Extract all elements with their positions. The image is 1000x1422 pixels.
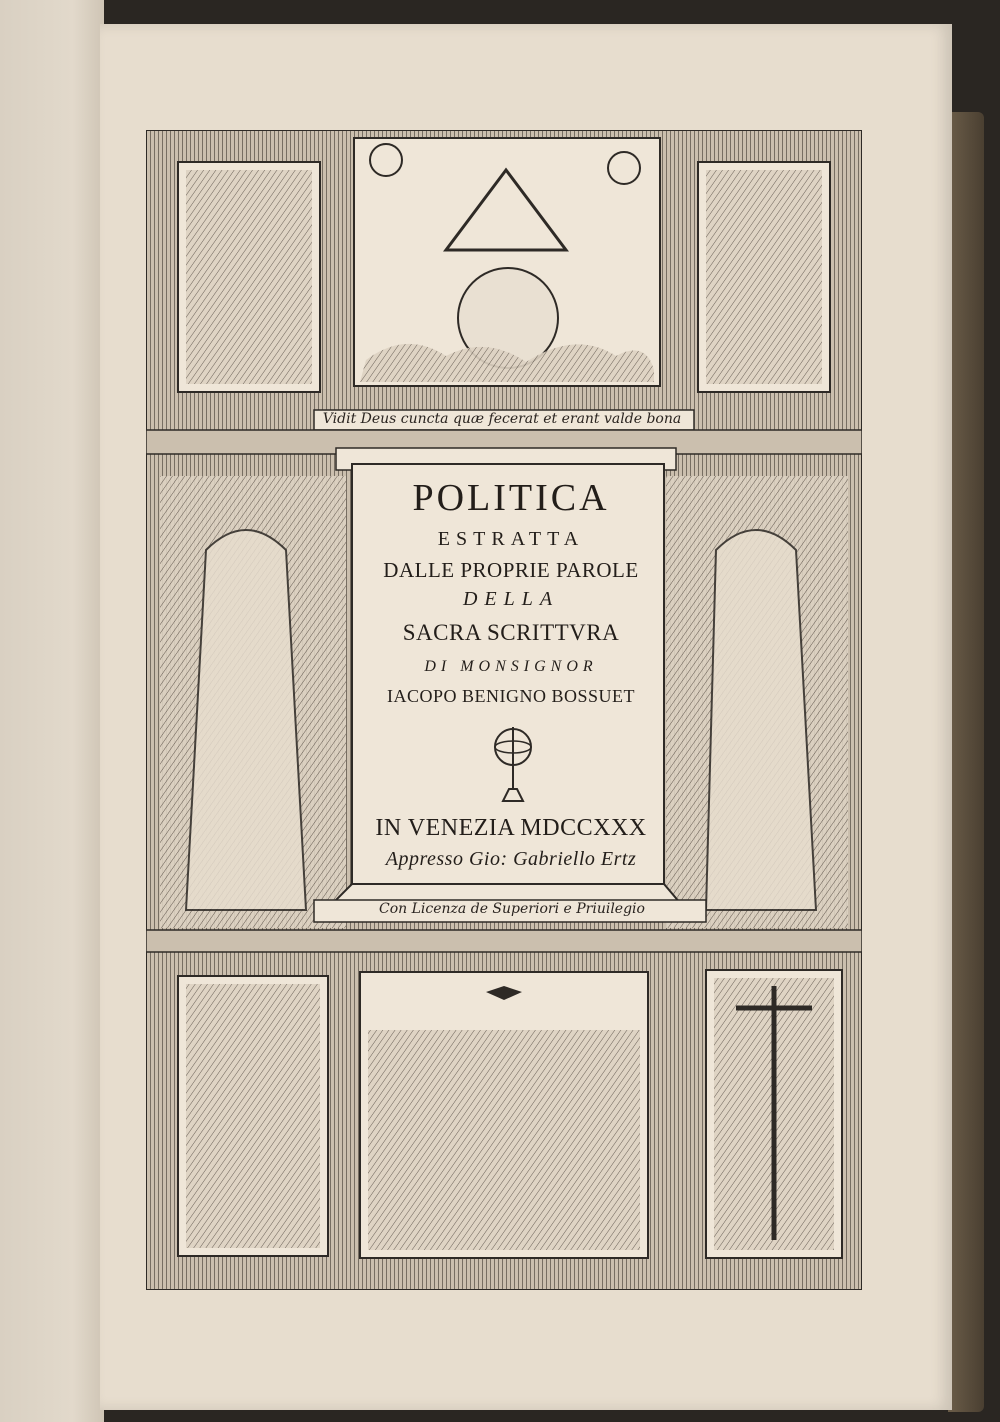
title-block (356, 470, 666, 900)
title-line-3: DALLE PROPRIE PAROLE (383, 558, 639, 582)
imprint-place-date: IN VENEZIA MDCCXXX (375, 815, 647, 841)
imprint-printer: Appresso Gio: Gabriello Ertz (385, 848, 637, 870)
bottom-ribbon-text: Con Licenza de Superiori e Priuilegio (379, 901, 645, 917)
author-name: IACOPO BENIGNO BOSSUET (386, 686, 635, 706)
title-line-5: SACRA SCRITTVRA (402, 620, 620, 645)
title-line-4: DELLA (462, 588, 560, 610)
title-line-1: POLITICA (412, 477, 610, 519)
book-fore-edge (948, 112, 984, 1412)
left-page-edge (0, 0, 104, 1422)
armillary-sphere-icon (491, 725, 535, 805)
title-line-2: ESTRATTA (437, 528, 585, 550)
top-ribbon-text: Vidit Deus cuncta quæ fecerat et erant valde bona (322, 411, 682, 427)
title-line-6: DI MONSIGNOR (424, 658, 598, 675)
